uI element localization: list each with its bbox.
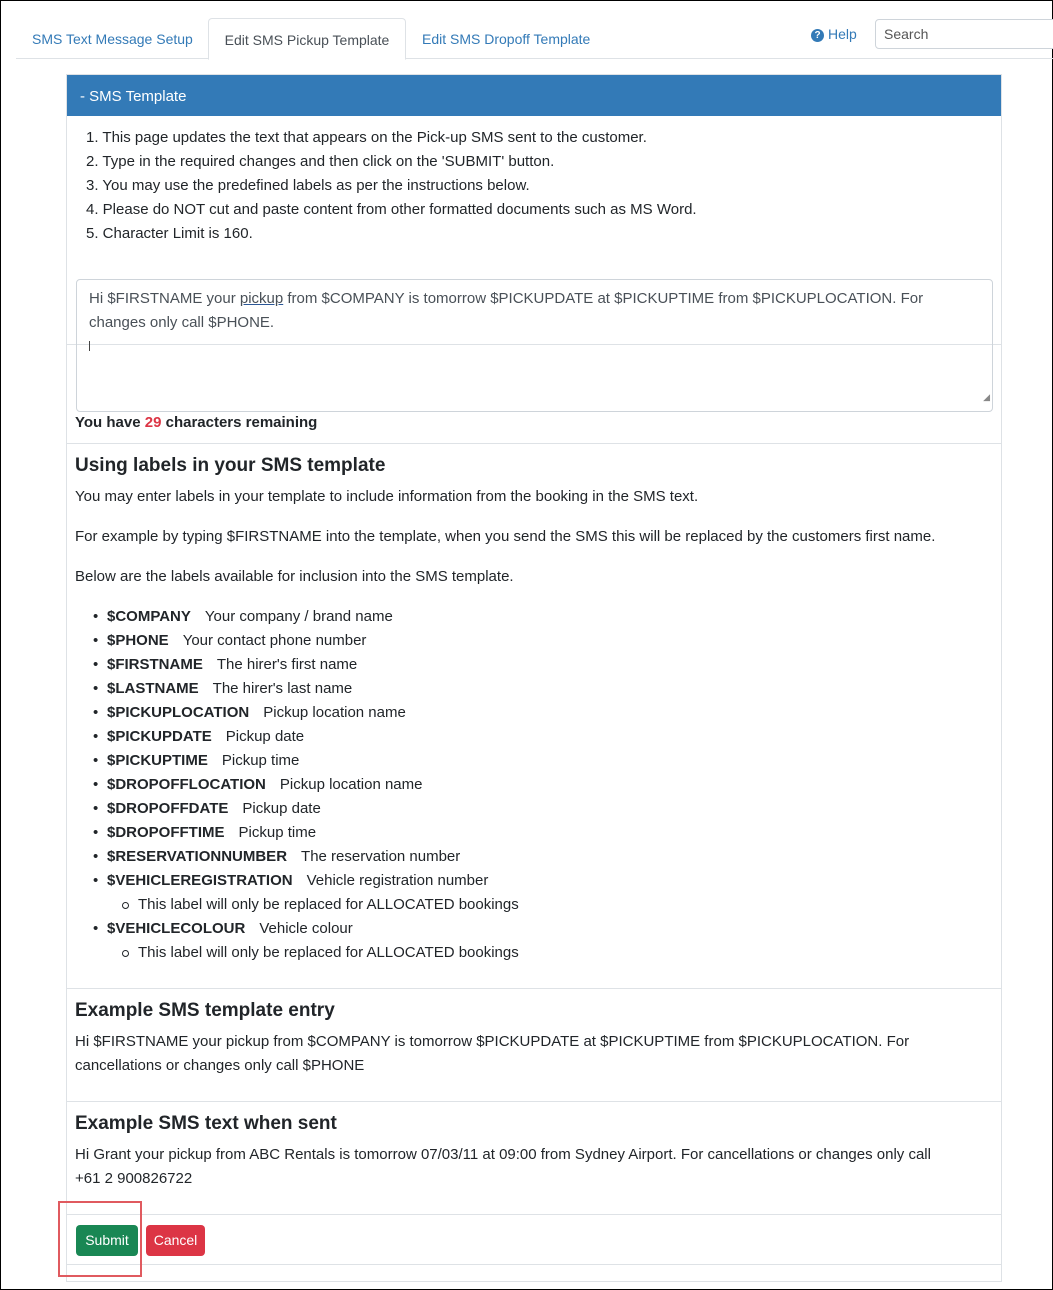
tab-edit-sms-pickup-template[interactable]: Edit SMS Pickup Template [208, 18, 406, 60]
label-item: • $VEHICLEREGISTRATION Vehicle registration number [107, 869, 519, 893]
example-sent-title: Example SMS text when sent [75, 1113, 337, 1134]
tab-sms-text-message-setup[interactable]: SMS Text Message Setup [32, 31, 193, 47]
instruction-item: 5. Character Limit is 160. [86, 225, 253, 242]
cancel-button[interactable]: Cancel [146, 1225, 205, 1256]
tab-edit-sms-dropoff-template[interactable]: Edit SMS Dropoff Template [422, 31, 591, 47]
search-input[interactable] [875, 19, 1053, 49]
divider [67, 443, 1001, 444]
instruction-item: 2. Type in the required changes and then click on the 'SUBMIT' button. [86, 153, 555, 170]
example-entry-text: Hi $FIRSTNAME your pickup from $COMPANY is tomorrow $PICKUPDATE at $PICKUPTIME from $PICKUPLOCATION. For [75, 1033, 910, 1050]
labels-list [107, 605, 519, 965]
instruction-item: 1. This page updates the text that appears on the Pick-up SMS sent to the customer. [86, 129, 647, 146]
resize-handle-icon[interactable]: ◢ [983, 392, 990, 402]
label-item: • $PHONE Your contact phone number [107, 629, 519, 653]
characters-remaining: You have 29 characters remaining [75, 414, 318, 431]
instruction-item: 4. Please do NOT cut and paste content from other formatted documents such as MS Word. [86, 201, 697, 218]
text-caret [89, 341, 90, 351]
question-icon: ? [811, 29, 824, 42]
example-entry-text: cancellations or changes only call $PHONE [75, 1057, 365, 1074]
labels-paragraph: For example by typing $FIRSTNAME into the template, when you send the SMS this will be replaced by the customers first name. [75, 528, 936, 545]
label-item: • $PICKUPLOCATION Pickup location name [107, 701, 519, 725]
label-item: • $DROPOFFDATE Pickup date [107, 797, 519, 821]
label-item: • $LASTNAME The hirer's last name [107, 677, 519, 701]
label-note: This label will only be replaced for ALLOCATED bookings [107, 941, 519, 965]
submit-button[interactable]: Submit [76, 1225, 138, 1256]
instruction-item: 3. You may use the predefined labels as per the instructions below. [86, 177, 530, 194]
label-item: • $RESERVATIONNUMBER The reservation number [107, 845, 519, 869]
sms-template-textarea[interactable] [76, 279, 993, 412]
label-item: • $FIRSTNAME The hirer's first name [107, 653, 519, 677]
labels-paragraph: You may enter labels in your template to include information from the booking in the SMS text. [75, 488, 699, 505]
label-item: • $DROPOFFLOCATION Pickup location name [107, 773, 519, 797]
label-item: • $DROPOFFTIME Pickup time [107, 821, 519, 845]
sms-template-panel [66, 74, 1002, 1282]
panel-title[interactable]: - SMS Template [67, 75, 1001, 116]
template-spellcheck-word: pickup [239, 290, 284, 307]
labels-paragraph: Below are the labels available for inclusion into the SMS template. [75, 568, 514, 585]
template-text: Hi $FIRSTNAME your [89, 290, 240, 307]
example-entry-title: Example SMS template entry [75, 1000, 335, 1021]
help-link[interactable] [811, 26, 857, 42]
label-note: This label will only be replaced for ALLOCATED bookings [107, 893, 519, 917]
help-label: Help [828, 26, 857, 42]
divider [67, 1101, 1001, 1102]
label-item: • $PICKUPTIME Pickup time [107, 749, 519, 773]
divider [67, 1264, 1001, 1265]
example-sent-text: Hi Grant your pickup from ABC Rentals is tomorrow 07/03/11 at 09:00 from Sydney Airport. For cancellations or changes only call [75, 1146, 931, 1163]
remaining-count: 29 [144, 414, 162, 431]
label-item: • $PICKUPDATE Pickup date [107, 725, 519, 749]
submit-highlight-annotation [58, 1201, 142, 1277]
divider [67, 988, 1001, 989]
template-text: changes only call $PHONE. [89, 314, 275, 331]
labels-section-title: Using labels in your SMS template [75, 455, 386, 476]
example-sent-text: +61 2 900826722 [75, 1170, 193, 1187]
template-text: from $COMPANY is tomorrow $PICKUPDATE at $PICKUPTIME from $PICKUPLOCATION. For [283, 290, 924, 307]
divider [67, 1214, 1001, 1215]
label-item: • $COMPANY Your company / brand name [107, 605, 519, 629]
label-item: • $VEHICLECOLOUR Vehicle colour [107, 917, 519, 941]
